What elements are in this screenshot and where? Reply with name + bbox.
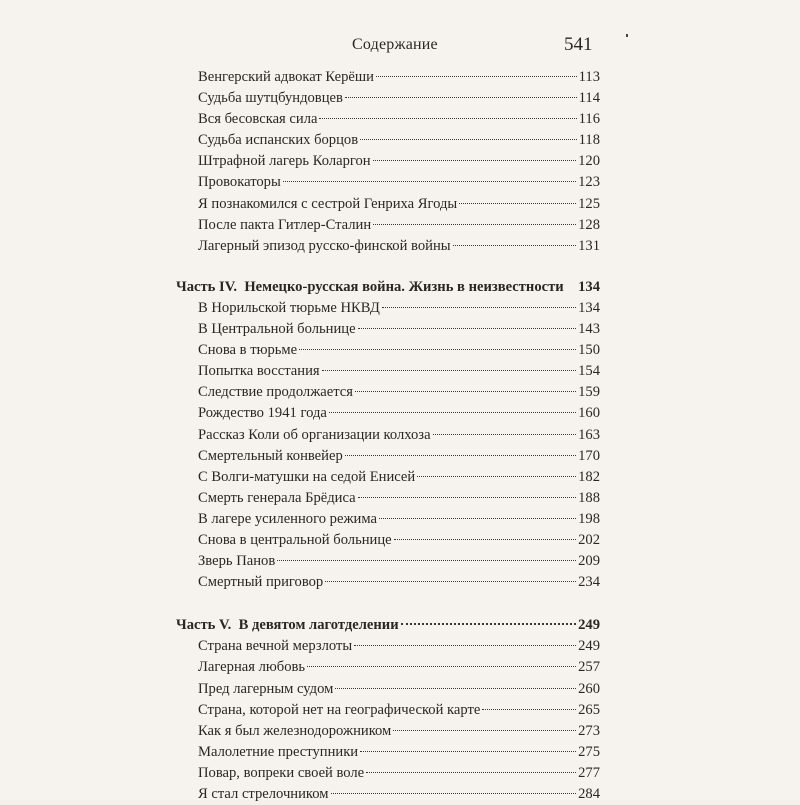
toc-entry xyxy=(176,636,600,657)
dot-leader xyxy=(417,476,576,477)
toc-entry xyxy=(176,340,600,361)
toc-entry-title: Лагерная любовь xyxy=(198,659,306,676)
running-head xyxy=(0,36,800,58)
page-number: 541 xyxy=(564,34,593,55)
toc-entry-page: 198 xyxy=(578,510,600,527)
dot-leader xyxy=(354,645,576,646)
toc-entry-title: В Норильской тюрьме НКВД xyxy=(198,299,380,316)
dot-leader xyxy=(283,181,576,182)
toc-entry-title: Штрафной лагерь Коларгон xyxy=(198,153,371,170)
toc-entry xyxy=(176,721,600,742)
toc-entry-page: 114 xyxy=(578,90,600,107)
toc-entry xyxy=(176,509,600,530)
part-heading-text xyxy=(176,615,399,636)
toc-entry-title: После пакта Гитлер-Сталин xyxy=(198,216,372,233)
toc-entry xyxy=(176,236,600,257)
toc-entry xyxy=(176,298,600,319)
toc-part-heading xyxy=(176,277,600,298)
part-label: Часть IV. xyxy=(176,278,238,295)
toc-entry-title: Рассказ Коли об организации колхоза xyxy=(198,426,431,443)
toc-entry xyxy=(176,763,600,784)
toc-entry xyxy=(176,742,600,763)
toc-entry xyxy=(176,109,600,130)
toc-entry-page: 284 xyxy=(578,786,600,802)
toc-entry xyxy=(176,403,600,424)
part-page: 134 xyxy=(578,278,600,295)
toc-entry-title: Я познакомился с сестрой Генриха Ягоды xyxy=(198,195,458,212)
dot-leader xyxy=(345,97,577,98)
toc-entry-title: Рождество 1941 года xyxy=(198,405,327,422)
dot-leader xyxy=(393,730,576,731)
toc-entry-title: Провокаторы xyxy=(198,174,281,191)
toc-entry xyxy=(176,679,600,700)
dot-leader xyxy=(459,203,576,204)
dot-leader xyxy=(358,328,577,329)
toc-entry-page: 116 xyxy=(578,111,600,128)
dot-leader xyxy=(319,118,576,119)
toc-entry-page: 249 xyxy=(578,638,600,655)
part-label: Часть V. xyxy=(176,617,232,634)
toc-entry-page: 150 xyxy=(578,342,600,359)
toc-entry-title: В Центральной больнице xyxy=(198,321,356,338)
dot-leader xyxy=(355,391,576,392)
toc-entry-title: В лагере усиленного режима xyxy=(198,510,377,527)
toc-entry xyxy=(176,446,600,467)
dot-leader xyxy=(373,160,577,161)
toc-entry-page: 154 xyxy=(578,363,600,380)
toc-entry-page: 182 xyxy=(578,468,600,485)
dot-leader xyxy=(360,751,576,752)
toc-entry-title: Лагерный эпизод русско-финской войны xyxy=(198,237,451,254)
toc-entry-page: 273 xyxy=(578,722,600,739)
toc-entry-title: Смертельный конвейер xyxy=(198,447,343,464)
toc-entry-page: 134 xyxy=(578,299,600,316)
toc-entry-title: Снова в центральной больнице xyxy=(198,531,392,548)
toc-entry-title: Страна вечной мерзлоты xyxy=(198,638,353,655)
toc-entry-page: 113 xyxy=(578,69,600,85)
toc-entry xyxy=(176,151,600,172)
dot-leader xyxy=(329,412,576,413)
toc-entry-page: 260 xyxy=(578,680,600,697)
toc-entry-title: Судьба шутцбундовцев xyxy=(198,90,343,107)
toc-entry-page: 277 xyxy=(578,764,600,781)
dot-leader xyxy=(360,139,577,140)
toc-entry-title: Судьба испанских борцов xyxy=(198,132,359,149)
toc-entry-page: 123 xyxy=(578,174,600,191)
toc-entry xyxy=(176,700,600,721)
toc-entry-page: 120 xyxy=(578,153,600,170)
toc-entry xyxy=(176,172,600,193)
toc-entry-title: Смерть генерала Брёдиса xyxy=(198,489,356,506)
toc-entry-page: 234 xyxy=(578,574,600,591)
toc-entry-page: 159 xyxy=(578,384,600,401)
toc-entry xyxy=(176,88,600,109)
table-of-contents xyxy=(176,67,600,805)
dot-leader xyxy=(325,581,576,582)
toc-entry-page: 265 xyxy=(578,701,600,718)
toc-entry xyxy=(176,67,600,88)
toc-entry-page: 160 xyxy=(578,405,600,422)
toc-entry xyxy=(176,488,600,509)
toc-entry-page: 209 xyxy=(578,553,600,570)
toc-entry-title: Малолетние преступники xyxy=(198,743,359,760)
toc-entry-title: Я стал стрелочником xyxy=(198,786,329,802)
section-gap xyxy=(176,593,600,615)
toc-entry-title: Попытка восстания xyxy=(198,363,320,380)
toc-entry-page: 128 xyxy=(578,216,600,233)
toc-entry-page: 125 xyxy=(578,195,600,212)
toc-entry xyxy=(176,784,600,805)
toc-entry-page: 275 xyxy=(578,743,600,760)
toc-entry-title: Венгерский адвокат Керёши xyxy=(198,69,374,85)
toc-entry-page: 188 xyxy=(578,489,600,506)
toc-entry-page: 170 xyxy=(578,447,600,464)
part-title: Немецко-русская война. Жизнь в неизвестности xyxy=(244,278,564,295)
toc-entry xyxy=(176,215,600,236)
toc-entry-page: 131 xyxy=(578,237,600,254)
dot-leader xyxy=(277,560,576,561)
toc-entry xyxy=(176,319,600,340)
toc-entry-title: Пред лагерным судом xyxy=(198,680,334,697)
dot-leader xyxy=(331,793,577,794)
dot-leader xyxy=(482,709,576,710)
toc-entry xyxy=(176,530,600,551)
toc-entry-page: 143 xyxy=(578,321,600,338)
dot-leader xyxy=(401,623,576,625)
toc-entry xyxy=(176,657,600,678)
dot-leader xyxy=(307,666,576,667)
toc-entry-title: Снова в тюрьме xyxy=(198,342,298,359)
toc-entry xyxy=(176,467,600,488)
part-heading-text xyxy=(176,277,564,298)
toc-entry xyxy=(176,382,600,403)
dot-leader xyxy=(394,539,576,540)
toc-part-heading xyxy=(176,615,600,636)
dot-leader xyxy=(453,245,577,246)
part-title: В девятом лаготделении xyxy=(238,617,399,634)
dot-leader xyxy=(358,497,576,498)
toc-entry-title: Страна, которой нет на географической карте xyxy=(198,701,481,718)
toc-entry xyxy=(176,425,600,446)
dot-leader xyxy=(379,518,576,519)
toc-entry xyxy=(176,361,600,382)
toc-entry xyxy=(176,194,600,215)
dot-leader xyxy=(322,370,577,371)
toc-entry xyxy=(176,572,600,593)
dot-leader xyxy=(366,772,576,773)
dot-leader xyxy=(433,434,577,435)
dot-leader xyxy=(376,76,577,77)
toc-entry-page: 202 xyxy=(578,531,600,548)
dot-leader xyxy=(345,455,576,456)
toc-entry xyxy=(176,551,600,572)
toc-entry-title: Зверь Панов xyxy=(198,553,276,570)
part-page: 249 xyxy=(578,617,600,634)
running-head-title: Содержание xyxy=(352,36,438,53)
toc-entry xyxy=(176,130,600,151)
dot-leader xyxy=(382,307,576,308)
toc-entry-title: Как я был железнодорожником xyxy=(198,722,392,739)
toc-entry-title: Вся бесовская сила xyxy=(198,111,318,128)
toc-entry-title: С Волги-матушки на седой Енисей xyxy=(198,468,416,485)
dot-leader xyxy=(299,349,576,350)
section-gap xyxy=(176,257,600,277)
toc-entry-page: 163 xyxy=(578,426,600,443)
toc-entry-page: 257 xyxy=(578,659,600,676)
toc-entry-title: Повар, вопреки своей воле xyxy=(198,764,365,781)
toc-entry-page: 118 xyxy=(578,132,600,149)
toc-entry-title: Смертный приговор xyxy=(198,574,324,591)
toc-entry-title: Следствие продолжается xyxy=(198,384,353,401)
dot-leader xyxy=(335,688,576,689)
dot-leader xyxy=(373,224,576,225)
